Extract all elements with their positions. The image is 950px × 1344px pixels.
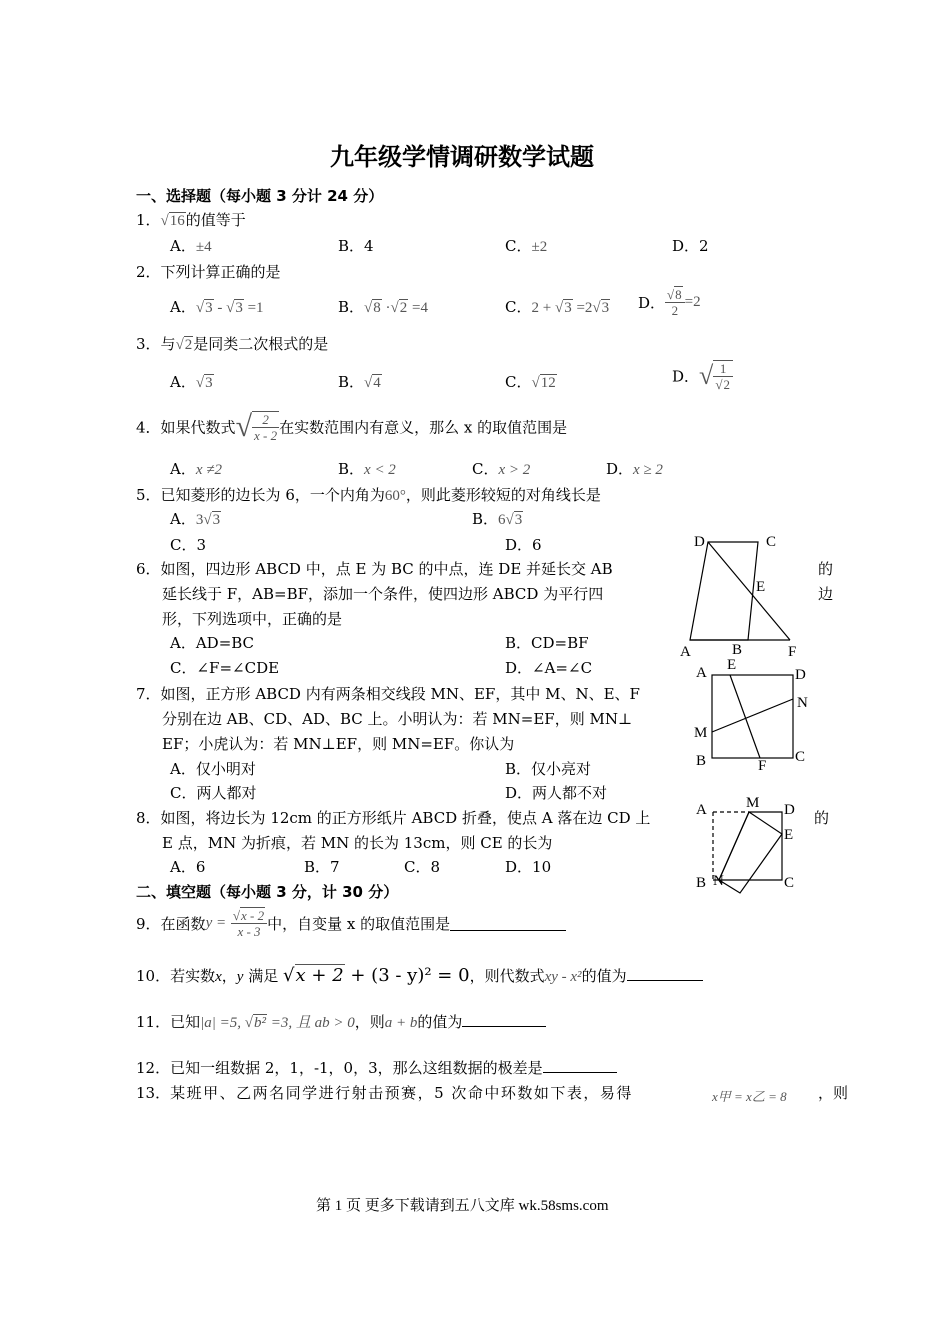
q9-answer-blank[interactable] xyxy=(450,916,566,931)
q8-option-a: A．6 xyxy=(170,858,206,876)
fig7-label-m: M xyxy=(694,725,708,741)
figure-fold-q8 xyxy=(693,792,813,902)
q5-option-d: D．6 xyxy=(505,536,542,554)
fig7-segment-ef xyxy=(730,675,760,758)
question-6-line-1-end: 的 xyxy=(818,560,834,578)
fig6-quadrilateral-abcd xyxy=(690,542,758,640)
q1-option-c: C．±2 xyxy=(505,237,548,255)
fig7-label-a: A xyxy=(696,665,707,681)
question-6-line-2-end: 边 xyxy=(818,585,834,603)
q2-option-a: A．√3 - √3 =1 xyxy=(170,298,264,316)
section-heading-choice: 一、选择题（每小题 3 分计 24 分） xyxy=(136,187,384,205)
figure-quadrilateral-q6 xyxy=(680,530,810,660)
fig7-label-f: F xyxy=(758,758,767,774)
fig8-label-e: E xyxy=(784,827,794,843)
q12-answer-blank[interactable] xyxy=(543,1058,617,1073)
fig8-label-m: M xyxy=(746,795,760,811)
q2-option-c: C．2 + √3 =2√3 xyxy=(505,298,610,316)
fig8-label-d: D xyxy=(784,802,795,818)
question-12: 12．已知一组数据 2，1，-1，0，3，那么这组数据的极差是 xyxy=(136,1058,617,1078)
question-6-line-3: 形，下列选项中，正确的是 xyxy=(162,610,343,628)
q7-option-b: B．仅小亮对 xyxy=(505,760,592,778)
q1-option-d: D．2 xyxy=(672,237,709,255)
fig7-label-b: B xyxy=(696,753,707,769)
q5-option-b: B．6√3 xyxy=(472,510,523,528)
fig7-label-c: C xyxy=(795,749,806,765)
question-3: 3．与√2是同类二次根式的是 xyxy=(136,335,329,353)
q7-option-a: A．仅小明对 xyxy=(170,760,256,778)
q1-option-a: A．±4 xyxy=(170,237,212,255)
question-7-line-1: 7．如图，正方形 ABCD 内有两条相交线段 MN、EF，其中 M、N、E、F xyxy=(136,685,640,703)
question-2: 2．下列计算正确的是 xyxy=(136,263,281,281)
question-8-line-1-end: 的 xyxy=(814,809,830,827)
q8-option-d: D．10 xyxy=(505,858,552,876)
q10-answer-blank[interactable] xyxy=(627,966,703,981)
question-6-line-1: 6．如图，四边形 ABCD 中，点 E 为 BC 的中点，连 DE 并延长交 AB xyxy=(136,560,613,578)
q11-answer-blank[interactable] xyxy=(462,1012,546,1027)
fig6-label-c: C xyxy=(766,534,777,550)
q4-option-a: A．x ≠2 xyxy=(170,460,222,478)
fig6-label-e: E xyxy=(756,579,766,595)
section-heading-fill: 二、填空题（每小题 3 分，计 30 分） xyxy=(136,883,399,901)
q6-option-b: B．CD=BF xyxy=(505,634,589,652)
figure-square-q7 xyxy=(690,655,820,775)
q3-option-d: D．√ $\frac{1}{√2}$ xyxy=(672,360,733,392)
fig8-label-b: B xyxy=(696,875,707,891)
question-10: 10．若实数x，y 满足 √x + 2 + (3 - y)² = 0，则代数式xy - x²的值为 xyxy=(136,962,703,991)
question-4: 4．如果代数式√ $\frac{2}{x - 2}$ 在实数范围内有意义，那么 x 的取值范围是 xyxy=(136,410,568,443)
page-title: 九年级学情调研数学试题 xyxy=(330,143,594,171)
q6-option-c: C．∠F=∠CDE xyxy=(170,659,280,677)
q3-option-b: B．√4 xyxy=(338,373,381,391)
question-13-end: ，则 xyxy=(818,1084,849,1102)
q5-option-a: A．3√3 xyxy=(170,510,221,528)
q4-option-c: C．x > 2 xyxy=(472,460,531,478)
fig8-folded-flap xyxy=(719,812,782,893)
q4-option-b: B．x < 2 xyxy=(338,460,396,478)
fig7-label-e: E xyxy=(727,657,737,673)
question-5: 5．已知菱形的边长为 6，一个内角为60°，则此菱形较短的对角线长是 xyxy=(136,486,601,504)
question-1 xyxy=(136,210,246,231)
fig7-label-d: D xyxy=(795,667,806,683)
fig7-label-n: N xyxy=(797,695,808,711)
question-8-line-1: 8．如图，将边长为 12cm 的正方形纸片 ABCD 折叠，使点 A 落在边 CD 上 xyxy=(136,809,651,827)
fig6-label-f: F xyxy=(788,644,797,660)
question-9: 9．在函数y = $\frac{√x - 2}{x - 3}$ 中，自变量 x 的取值范围是 xyxy=(136,908,566,939)
q7-option-c: C．两人都对 xyxy=(170,784,257,802)
q5-option-c: C．3 xyxy=(170,536,207,554)
question-8-line-2: E 点，MN 为折痕，若 MN 的长为 13cm，则 CE 的长为 xyxy=(162,834,553,852)
question-7-line-2: 分别在边 AB、CD、AD、BC 上。小明认为：若 MN=EF，则 MN⊥ xyxy=(162,710,633,728)
q3-option-c: C．√12 xyxy=(505,373,556,391)
question-11: 11．已知|a| =5, √b² =3, 且 ab > 0，则a + b的值为 xyxy=(136,1012,546,1033)
q2-option-b: B．√8 ·√2 =4 xyxy=(338,298,428,316)
q2-option-d: D． $\frac{√8}{2}$ =2 xyxy=(638,287,701,318)
fig7-square-abcd xyxy=(712,675,793,758)
q6-option-a: A．AD=BC xyxy=(170,634,255,652)
q1-sqrt: √16 xyxy=(160,213,185,229)
fig7-segment-mn xyxy=(712,699,793,732)
q3-option-a: A．√3 xyxy=(170,373,213,391)
fig6-label-a: A xyxy=(680,644,691,660)
question-13: 13．某班甲、乙两名同学进行射击预赛，5 次命中环数如下表，易得 xyxy=(136,1084,633,1102)
fig6-label-d: D xyxy=(694,534,705,550)
fig8-label-c: C xyxy=(784,875,795,891)
q4-option-d: D．x ≥ 2 xyxy=(606,460,663,478)
question-7-line-3: EF；小虎认为：若 MN⊥EF，则 MN=EF。你认为 xyxy=(162,735,515,753)
fig8-label-n: N xyxy=(713,873,724,889)
q13-mean-expression: x甲 = x乙 = 8 xyxy=(712,1089,787,1104)
page-footer: 第 1 页 更多下载请到五八文库 wk.58sms.com xyxy=(316,1198,609,1214)
q8-option-c: C．8 xyxy=(404,858,441,876)
q7-option-d: D．两人都不对 xyxy=(505,784,608,802)
q1-number: 1． xyxy=(136,211,161,229)
q8-option-b: B．7 xyxy=(304,858,340,876)
question-6-line-2: 延长线于 F，AB=BF，添加一个条件，使四边形 ABCD 为平行四 xyxy=(162,585,604,603)
fig6-label-b: B xyxy=(732,642,743,658)
q1-text: 的值等于 xyxy=(185,211,246,229)
q1-option-b: B．4 xyxy=(338,237,374,255)
fig8-label-a: A xyxy=(696,802,707,818)
q6-option-d: D．∠A=∠C xyxy=(505,659,593,677)
